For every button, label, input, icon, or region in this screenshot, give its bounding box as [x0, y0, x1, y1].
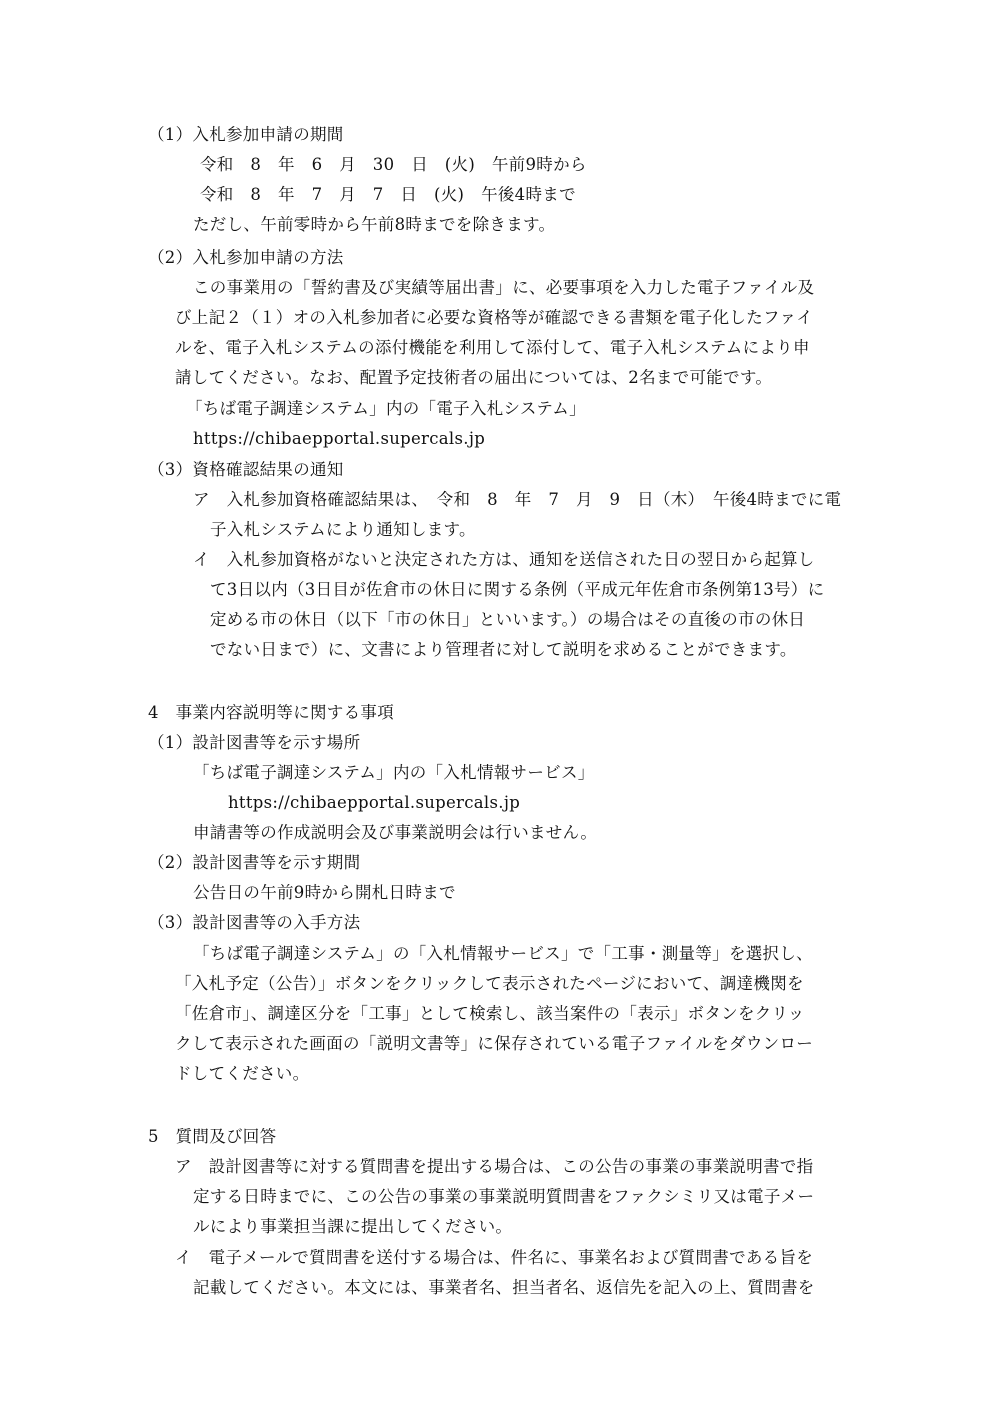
acquisition-paragraph-line: 「佐倉市」、調達区分を「工事」として検索し、該当案件の「表示」ボタンをクリッ [175, 1004, 805, 1023]
method-paragraph-line: この事業用の「誓約書及び実績等届出書」に、必要事項を入力した電子ファイル及 [193, 278, 815, 297]
period-end: 令和 8 年 7 月 7 日 (火) 午後4時まで [200, 185, 576, 204]
notice-i-line: でない日まで）に、文書により管理者に対して説明を求めることができます。 [210, 640, 797, 659]
acquisition-paragraph-line: ドしてください。 [175, 1064, 310, 1083]
item-heading-application-method: （2）入札参加申請の方法 [148, 248, 344, 267]
item-heading-design-docs-period: （2）設計図書等を示す期間 [148, 853, 361, 872]
question-a-line: 定する日時までに、この公告の事業の事業説明質問書をファクシミリ又は電子メー [193, 1187, 815, 1206]
notice-i-line: 定める市の休日（以下「市の休日」といいます。）の場合はその直後の市の休日 [210, 610, 806, 629]
method-paragraph-line: ルを、電子入札システムの添付機能を利用して添付して、電子入札システムにより申 [175, 338, 810, 357]
period-start: 令和 8 年 6 月 30 日 (火) 午前9時から [200, 155, 587, 174]
item-heading-application-period: （1）入札参加申請の期間 [148, 125, 344, 144]
section-heading-5: 5 質問及び回答 [148, 1127, 277, 1146]
period-note: ただし、午前零時から午前8時までを除きます。 [193, 215, 556, 234]
design-docs-period-text: 公告日の午前9時から開札日時まで [193, 883, 456, 902]
notice-a-line: ア 入札参加資格確認結果は、 令和 8 年 7 月 9 日（木） 午後4時までに電 [193, 490, 842, 509]
question-a-line: ア 設計図書等に対する質問書を提出する場合は、この公告の事業の事業説明書で指 [175, 1157, 814, 1176]
item-heading-design-docs-place: （1）設計図書等を示す場所 [148, 733, 361, 752]
system-name-ebidding: 「ちば電子調達システム」内の「電子入札システム」 [186, 399, 586, 418]
notice-i-line: イ 入札参加資格がないと決定された方は、通知を送信された日の翌日から起算し [193, 550, 815, 569]
acquisition-paragraph-line: 「ちば電子調達システム」の「入札情報サービス」で「工事・測量等」を選択し、 [193, 944, 813, 963]
question-i-line: イ 電子メールで質問書を送付する場合は、件名に、事業名および質問書である旨を [175, 1248, 814, 1267]
notice-i-line: て3日以内（3日目が佐倉市の休日に関する条例（平成元年佐倉市条例第13号）に [210, 580, 825, 599]
item-heading-result-notice: （3）資格確認結果の通知 [148, 460, 344, 479]
method-paragraph-line: び上記２（１）オの入札参加者に必要な資格等が確認できる書類を電子化したファイ [175, 308, 814, 327]
acquisition-paragraph-line: 「入札予定（公告）」ボタンをクリックして表示されたページにおいて、調達機関を [175, 974, 804, 993]
item-heading-design-docs-acquisition: （3）設計図書等の入手方法 [148, 913, 361, 932]
notice-a-line: 子入札システムにより通知します。 [210, 520, 476, 539]
acquisition-paragraph-line: クして表示された画面の「説明文書等」に保存されている電子ファイルをダウンロー [175, 1034, 814, 1053]
info-service-url: https://chibaepportal.supercals.jp [228, 793, 521, 812]
question-i-line: 記載してください。本文には、事業者名、担当者名、返信先を記入の上、質問書を [193, 1278, 815, 1297]
section-heading-4: 4 事業内容説明等に関する事項 [148, 703, 394, 722]
system-url: https://chibaepportal.supercals.jp [193, 429, 486, 448]
question-a-line: ルにより事業担当課に提出してください。 [193, 1217, 513, 1236]
system-name-info-service: 「ちば電子調達システム」内の「入札情報サービス」 [193, 763, 595, 782]
method-paragraph-line: 請してください。なお、配置予定技術者の届出については、2名まで可能です。 [175, 368, 773, 387]
briefing-note: 申請書等の作成説明会及び事業説明会は行いません。 [193, 823, 598, 842]
